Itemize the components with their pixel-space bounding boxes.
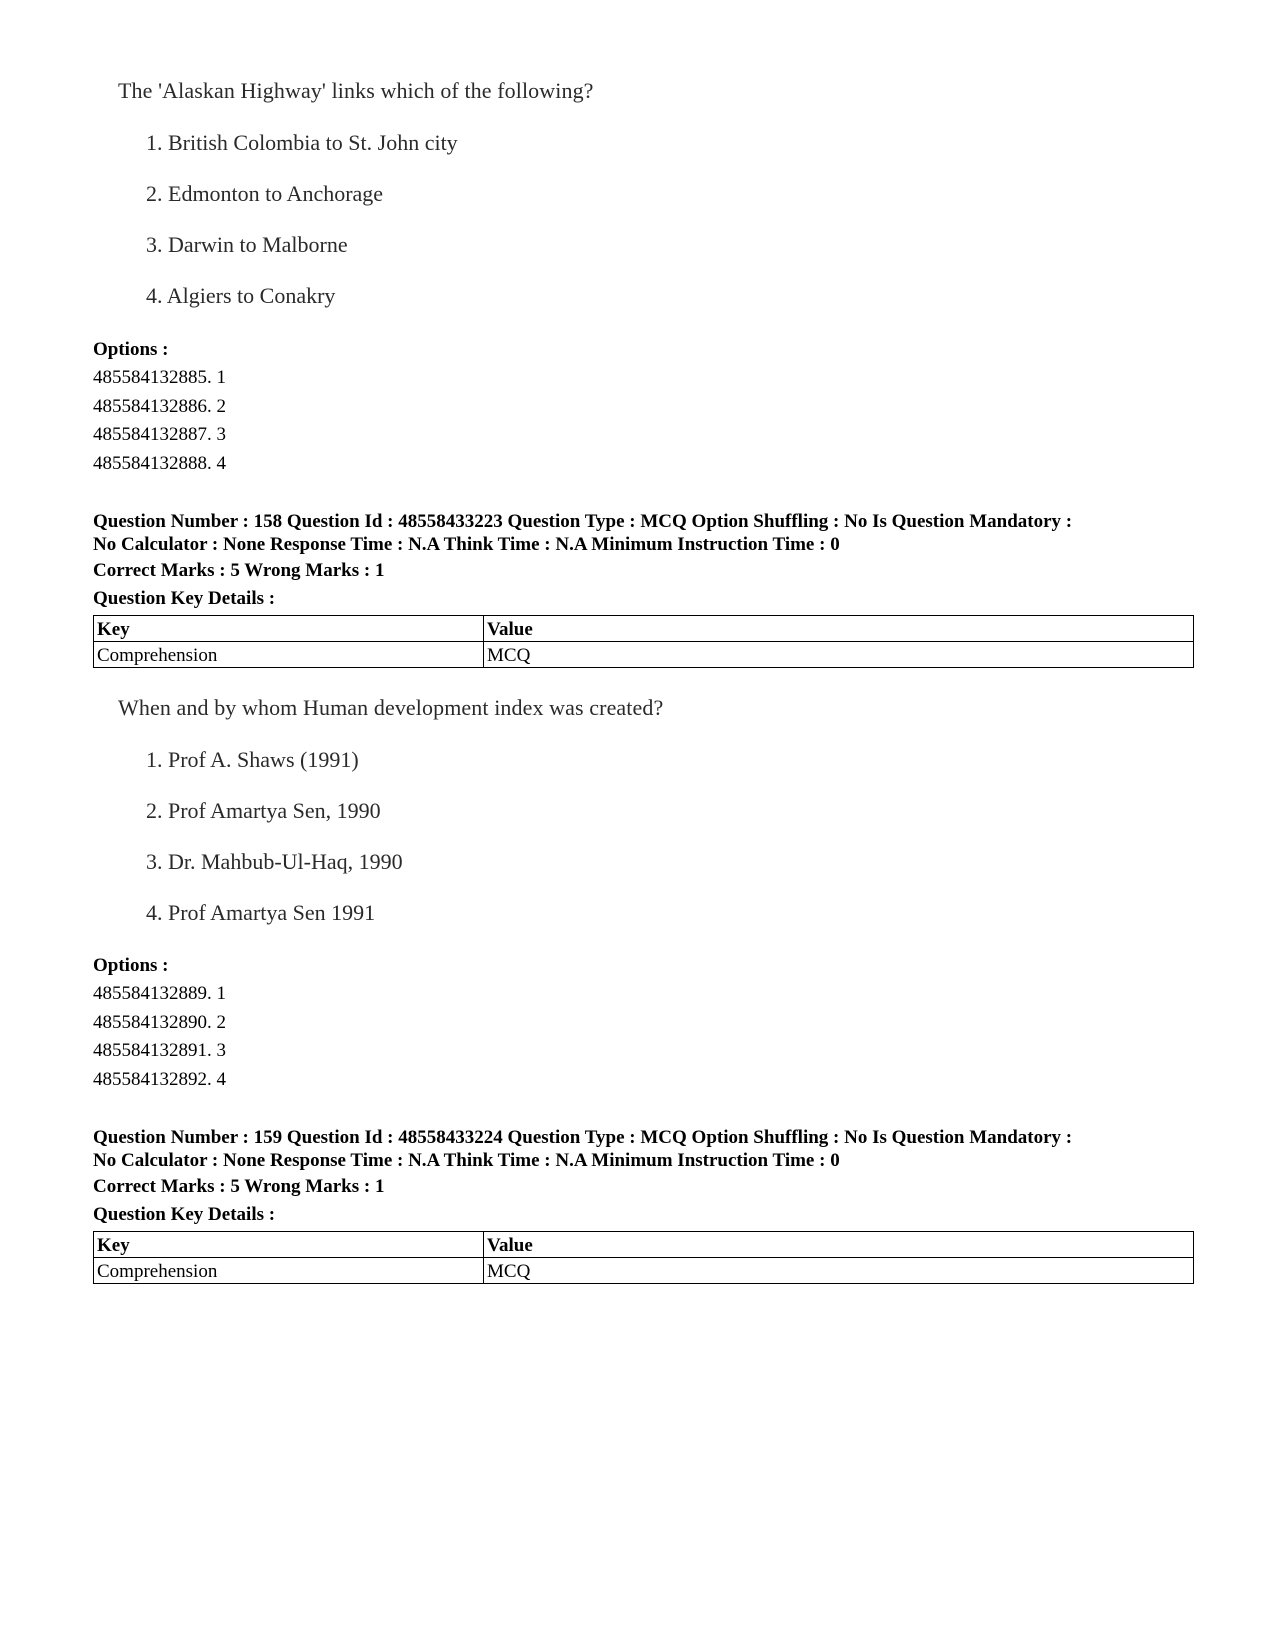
table-row [94, 1258, 1194, 1284]
table-cell: Comprehension [94, 642, 484, 668]
question-meta-line: No Calculator : None Response Time : N.A Think Time : N.A Minimum Instruction Time : 0 [93, 534, 840, 555]
key-details-table [93, 1231, 1194, 1284]
question-meta-line: Question Number : 159 Question Id : 48558433224 Question Type : MCQ Option Shuffling : No Is Question Mandatory : [93, 1127, 1073, 1148]
option-item: 485584132891. 3 [93, 1040, 226, 1061]
option-item: 485584132890. 2 [93, 1011, 226, 1033]
option-item: 485584132888. 4 [93, 452, 226, 474]
table-header-row [94, 1232, 1194, 1258]
key-details-label: Question Key Details : [93, 588, 276, 609]
question-choice: 3. Dr. Mahbub-Ul-Haq, 1990 [146, 849, 403, 874]
options-label: Options : [93, 339, 169, 360]
table-cell: MCQ [484, 642, 1194, 668]
question-choice: 3. Darwin to Malborne [146, 232, 348, 257]
question-choice: 2. Prof Amartya Sen, 1990 [146, 798, 381, 823]
table-header-cell: Value [484, 616, 1194, 642]
question-image-158 [118, 695, 818, 935]
options-block-157 [93, 336, 1193, 478]
table-cell: MCQ [484, 1258, 1194, 1284]
table-header-cell: Key [94, 616, 484, 642]
options-label: Options : [93, 955, 169, 976]
table-header-cell: Key [94, 1232, 484, 1258]
key-details-table [93, 615, 1194, 668]
question-image-157 [118, 78, 818, 318]
question-meta-158 [93, 510, 1193, 668]
question-meta-159 [93, 1126, 1193, 1284]
question-choice: 1. Prof A. Shaws (1991) [146, 747, 359, 772]
marks-line: Correct Marks : 5 Wrong Marks : 1 [93, 560, 385, 581]
option-item: 485584132886. 2 [93, 395, 226, 417]
question-meta-line: No Calculator : None Response Time : N.A Think Time : N.A Minimum Instruction Time : 0 [93, 1150, 840, 1171]
table-header-cell: Value [484, 1232, 1194, 1258]
option-item: 485584132885. 1 [93, 367, 226, 388]
question-choice: 2. Edmonton to Anchorage [146, 181, 384, 206]
question-choice: 4. Algiers to Conakry [146, 283, 336, 308]
option-item: 485584132887. 3 [93, 424, 226, 445]
question-text: When and by whom Human development index was created? [118, 695, 664, 720]
marks-line: Correct Marks : 5 Wrong Marks : 1 [93, 1176, 385, 1197]
option-item: 485584132892. 4 [93, 1068, 226, 1090]
question-choice: 4. Prof Amartya Sen 1991 [146, 900, 376, 925]
table-header-row [94, 616, 1194, 642]
options-block-158 [93, 952, 1193, 1094]
question-text: The 'Alaskan Highway' links which of the following? [118, 78, 594, 103]
option-item: 485584132889. 1 [93, 983, 226, 1004]
table-cell: Comprehension [94, 1258, 484, 1284]
question-choice: 1. British Colombia to St. John city [146, 130, 458, 155]
question-meta-line: Question Number : 158 Question Id : 48558433223 Question Type : MCQ Option Shuffling : No Is Question Mandatory : [93, 511, 1073, 532]
key-details-label: Question Key Details : [93, 1204, 276, 1225]
table-row [94, 642, 1194, 668]
